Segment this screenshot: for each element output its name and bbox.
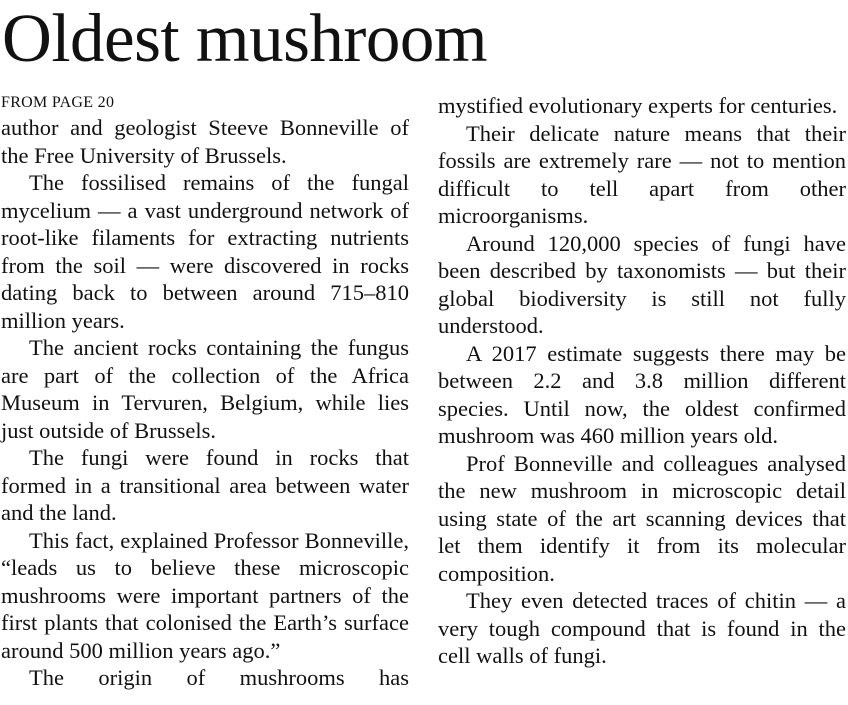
paragraph: This fact, explained Professor Bonneville, “leads us to believe these microscopic mushrooms were important partners of the first plants that colonised the Earth’s surface around 500 million years ago.” xyxy=(1,527,409,663)
paragraph: They even detected traces of chitin — a very tough compound that is found in the cell walls of fungi. xyxy=(438,588,846,668)
paragraph: Prof Bonneville and colleagues analysed the new mushroom in microscopic detail using state of the art scanning devices that let them identify it from its molecular composition. xyxy=(438,450,846,586)
paragraph-continued: author and geologist Steeve Bonneville of the Free University of Brussels. xyxy=(1,115,409,168)
headline: Oldest mushroom xyxy=(2,0,488,76)
paragraph: Their delicate nature means that their fossils are extremely rare — not to mention difficult to tell apart from other microorganisms. xyxy=(438,120,846,228)
jump-line: FROM PAGE 20 xyxy=(1,94,115,111)
article-column-left xyxy=(1,92,409,692)
paragraph: The ancient rocks containing the fungus are part of the collection of the Africa Museum in Tervuren, Belgium, while lies just outside of Brussels. xyxy=(1,335,409,443)
paragraph: Around 120,000 species of fungi have been described by taxonomists — but their global biodiversity is still not fully understood. xyxy=(438,230,846,338)
paragraph-continued: mystified evolutionary experts for centuries. xyxy=(438,93,838,118)
paragraph: The fossilised remains of the fungal mycelium — a vast underground network of root-like filaments for extracting nutrients from the soil — were discovered in rocks dating back to between around 715–810 million years. xyxy=(1,170,409,333)
paragraph: The fungi were found in rocks that formed in a transitional area between water and the land. xyxy=(1,445,409,525)
article-column-right xyxy=(438,92,846,670)
paragraph: The origin of mushrooms has xyxy=(29,665,409,690)
paragraph: A 2017 estimate suggests there may be between 2.2 and 3.8 million different species. Until now, the oldest confirmed mushroom was 460 million years old. xyxy=(438,340,846,448)
